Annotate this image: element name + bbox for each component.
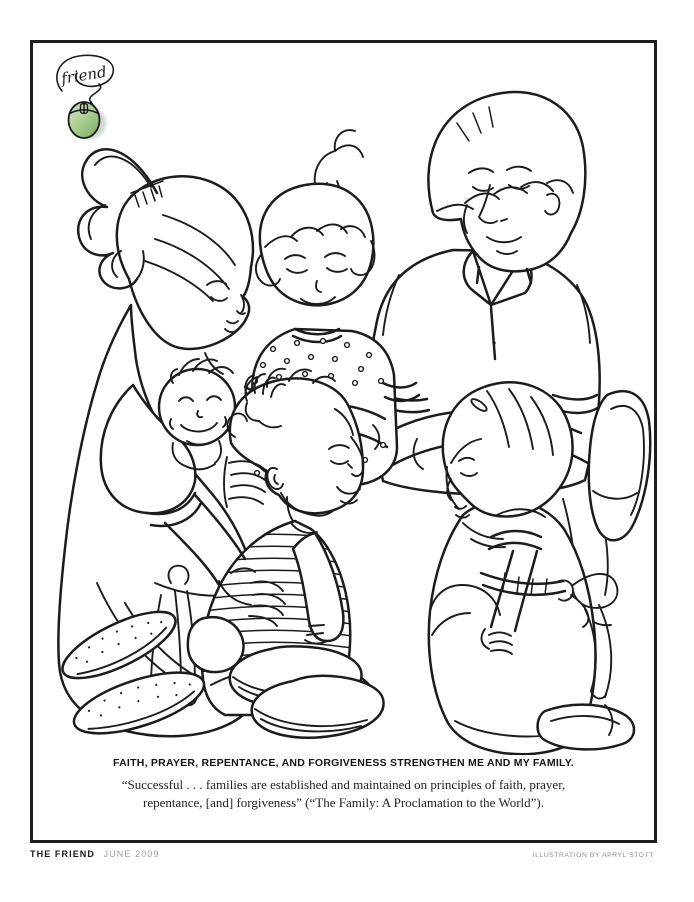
footer-issue-date: JUNE 2009 [103, 849, 160, 859]
family-prayer-illustration [33, 43, 654, 755]
coloring-frame [30, 40, 657, 843]
logo-wordmark: friend [59, 62, 108, 88]
caption-block [33, 757, 654, 813]
footer-illustration-credit: ILLUSTRATION BY APRYL STOTT [532, 852, 654, 859]
quote-line-1: “Successful . . . families are established and maintained on principles of faith, prayer, [121, 777, 566, 792]
footer-magazine-title: THE FRIEND [30, 849, 95, 859]
quote-line-2: repentance, [and] forgiveness” (“The Family: A Proclamation to the World”). [143, 795, 544, 811]
page-footer [30, 849, 654, 859]
caption-title: FAITH, PRAYER, REPENTANCE, AND FORGIVENESS STRENGTHEN ME AND MY FAMILY. [113, 757, 574, 769]
